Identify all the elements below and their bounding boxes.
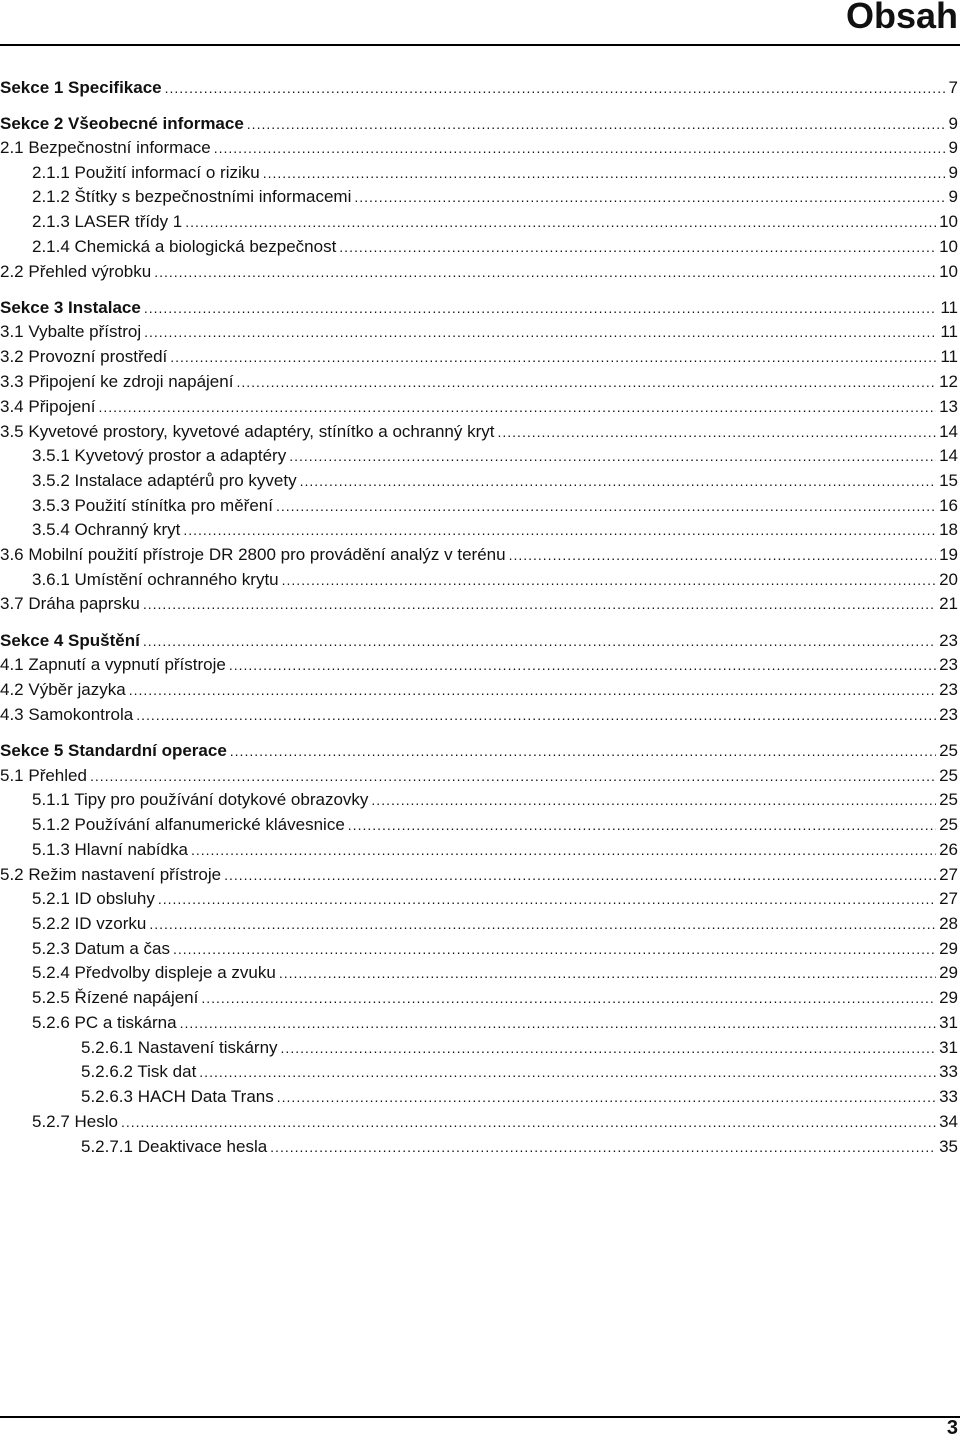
toc-dot-leader [149,914,936,934]
toc-dot-leader [199,1062,936,1082]
toc-dot-leader [144,322,937,342]
toc-dot-leader [498,422,937,442]
toc-entry-page: 10 [939,212,958,231]
toc-dot-leader [263,163,946,183]
toc-entry[interactable] [0,446,958,466]
toc-dot-leader [277,1087,936,1107]
toc-dot-leader [121,1112,936,1132]
toc-entry-page: 19 [939,545,958,564]
toc-entry-page: 11 [940,322,958,341]
toc-entry[interactable] [0,963,958,983]
toc-entry[interactable] [0,520,958,540]
toc-dot-leader [158,889,936,909]
toc-entry-page: 31 [939,1038,958,1057]
toc-dot-leader [247,114,946,134]
toc-entry-title: 5.2.6 PC a tiskárna [32,1013,177,1032]
toc-entry-page: 11 [940,298,958,317]
toc-dot-leader [282,570,936,590]
toc-dot-leader [185,212,936,232]
toc-dot-leader [371,790,936,810]
toc-entry-title: Sekce 2 Všeobecné informace [0,114,244,133]
toc-entry-page: 26 [939,840,958,859]
toc-dot-leader [229,655,936,675]
toc-entry[interactable] [0,705,958,725]
toc-entry-title: Sekce 1 Specifikace [0,78,162,97]
toc-entry-title: 5.1.2 Používání alfanumerické klávesnice [32,815,345,834]
toc-entry-page: 9 [948,163,958,182]
toc-entry-title: 3.1 Vybalte přístroj [0,322,142,341]
toc-entry-page: 7 [948,78,958,97]
toc-entry[interactable] [0,347,958,367]
toc-entry[interactable] [0,766,958,786]
toc-dot-leader [348,815,936,835]
toc-dot-leader [201,988,936,1008]
toc-entry[interactable] [0,163,958,183]
toc-entry-title: 3.7 Dráha paprsku [0,594,140,613]
toc-entry-page: 25 [939,741,958,760]
toc-entry[interactable] [0,1013,958,1033]
toc-dot-leader [170,347,937,367]
header-rule [0,44,960,46]
toc-entry-title: 5.2.6.3 HACH Data Trans [81,1087,274,1106]
toc-entry-page: 29 [939,963,958,982]
toc-entry-title: 5.2.5 Řízené napájení [32,988,199,1007]
toc-entry[interactable] [0,889,958,909]
toc-entry-page: 29 [939,988,958,1007]
toc-dot-leader [270,1137,936,1157]
toc-entry[interactable] [0,114,958,134]
toc-entry-page: 31 [939,1013,958,1032]
toc-entry-page: 27 [939,889,958,908]
toc-entry[interactable] [0,262,958,282]
toc-entry[interactable] [0,570,958,590]
toc-dot-leader [279,963,936,983]
toc-entry[interactable] [0,298,958,318]
toc-dot-leader [143,631,936,651]
toc-entry-title: 2.1 Bezpečnostní informace [0,138,211,157]
toc-entry[interactable] [0,372,958,392]
toc-entry[interactable] [0,655,958,675]
toc-entry-page: 12 [939,372,958,391]
toc-entry-page: 11 [940,347,958,366]
toc-entry-title: 3.6.1 Umístění ochranného krytu [32,570,279,589]
toc-dot-leader [300,471,936,491]
toc-entry-title: Sekce 4 Spuštění [0,631,140,650]
toc-entry-title: 2.1.3 LASER třídy 1 [32,212,183,231]
toc-entry-page: 33 [939,1087,958,1106]
toc-entry-page: 20 [939,570,958,589]
toc-entry-page: 29 [939,939,958,958]
toc-entry-page: 33 [939,1062,958,1081]
toc-entry[interactable] [0,138,958,158]
toc-entry[interactable] [0,988,958,1008]
toc-entry[interactable] [0,631,958,651]
toc-entry[interactable] [0,741,958,761]
toc-entry-title: 5.2.6.1 Nastavení tiskárny [81,1038,278,1057]
toc-entry-page: 35 [939,1137,958,1156]
toc-entry[interactable] [0,815,958,835]
toc-entry-title: 5.2.6.2 Tisk dat [81,1062,197,1081]
toc-entry-page: 21 [939,594,958,613]
toc-entry[interactable] [0,212,958,232]
toc-entry-title: Sekce 3 Instalace [0,298,141,317]
toc-entry-title: 5.2.2 ID vzorku [32,914,147,933]
toc-entry-title: 2.1.2 Štítky s bezpečnostními informacemi [32,187,352,206]
toc-entry-title: 3.5.1 Kyvetový prostor a adaptéry [32,446,287,465]
toc-entry-page: 10 [939,262,958,281]
toc-entry[interactable] [0,790,958,810]
toc-entry[interactable] [0,865,958,885]
toc-entry-title: 4.3 Samokontrola [0,705,134,724]
toc-entry-title: 3.3 Připojení ke zdroji napájení [0,372,234,391]
toc-entry[interactable] [0,471,958,491]
toc-entry-title: 3.2 Provozní prostředí [0,347,168,366]
toc-entry-title: 3.4 Připojení [0,397,96,416]
toc-entry[interactable] [0,322,958,342]
toc-entry[interactable] [0,840,958,860]
toc-dot-leader [224,865,936,885]
toc-entry-page: 25 [939,766,958,785]
toc-entry[interactable] [0,187,958,207]
toc-entry-page: 23 [939,655,958,674]
toc-entry-page: 23 [939,705,958,724]
page-title: Obsah [845,0,958,36]
toc-entry-page: 9 [948,187,958,206]
toc-entry-page: 10 [939,237,958,256]
toc-entry-title: 3.5.4 Ochranný kryt [32,520,181,539]
toc-dot-leader [90,766,936,786]
toc-entry-title: 3.6 Mobilní použití přístroje DR 2800 pro provádění analýz v terénu [0,545,506,564]
toc-entry-title: 5.2.7 Heslo [32,1112,118,1131]
toc-entry-title: 3.5 Kyvetové prostory, kyvetové adaptéry, stínítko a ochranný kryt [0,422,495,441]
toc-entry-title: 2.2 Přehled výrobku [0,262,152,281]
toc-entry-title: 5.2.1 ID obsluhy [32,889,155,908]
toc-entry-page: 28 [939,914,958,933]
toc-entry-page: 15 [939,471,958,490]
toc-entry[interactable] [0,496,958,516]
toc-dot-leader [236,372,936,392]
toc-entry-page: 13 [939,397,958,416]
toc-entry[interactable] [0,397,958,417]
toc-entry-page: 14 [939,446,958,465]
toc-entry-title: 5.2.3 Datum a čas [32,939,170,958]
toc-entry-page: 23 [939,631,958,650]
toc-dot-leader [339,237,936,257]
toc-dot-leader [191,840,936,860]
toc-entry-page: 9 [948,114,958,133]
toc-entry[interactable] [0,1087,958,1107]
toc-entry[interactable] [0,1062,958,1082]
toc-dot-leader [276,496,936,516]
toc-entry-page: 14 [939,422,958,441]
toc-entry[interactable] [0,939,958,959]
toc-entry-title: 3.5.2 Instalace adaptérů pro kyvety [32,471,297,490]
toc-entry[interactable] [0,914,958,934]
toc-entry[interactable] [0,78,958,98]
toc-dot-leader [143,594,936,614]
toc-entry-page: 25 [939,815,958,834]
toc-entry[interactable] [0,1112,958,1132]
toc-dot-leader [129,680,936,700]
toc-entry[interactable] [0,237,958,257]
toc-entry-page: 27 [939,865,958,884]
toc-entry-title: 5.1 Přehled [0,766,87,785]
toc-entry[interactable] [0,680,958,700]
toc-entry-title: 5.1.3 Hlavní nabídka [32,840,188,859]
toc-dot-leader [98,397,936,417]
toc-entry-title: 5.2 Režim nastavení přístroje [0,865,222,884]
toc-dot-leader [230,741,936,761]
toc-dot-leader [165,78,946,98]
toc-dot-leader [289,446,936,466]
toc-dot-leader [173,939,936,959]
toc-dot-leader [214,138,946,158]
toc-entry[interactable] [0,422,958,442]
toc-dot-leader [183,520,936,540]
toc-dot-leader [509,545,937,565]
toc-entry-title: 4.1 Zapnutí a vypnutí přístroje [0,655,226,674]
toc-entry-title: 5.2.7.1 Deaktivace hesla [81,1137,268,1156]
toc-dot-leader [136,705,936,725]
toc-dot-leader [144,298,938,318]
toc-dot-leader [281,1038,937,1058]
toc-entry-title: 4.2 Výběr jazyka [0,680,126,699]
toc-entry-title: 5.2.4 Předvolby displeje a zvuku [32,963,276,982]
toc-entry-page: 18 [939,520,958,539]
toc-dot-leader [354,187,945,207]
toc-dot-leader [154,262,936,282]
toc-entry-title: 3.5.3 Použití stínítka pro měření [32,496,273,515]
toc-entry-page: 9 [948,138,958,157]
toc-entry[interactable] [0,1137,958,1157]
toc-entry-page: 25 [939,790,958,809]
toc-entry-title: Sekce 5 Standardní operace [0,741,227,760]
toc-entry-title: 5.1.1 Tipy pro používání dotykové obrazovky [32,790,369,809]
toc-entry-page: 23 [939,680,958,699]
toc-entry[interactable] [0,545,958,565]
toc-entry-page: 34 [939,1112,958,1131]
toc-entry[interactable] [0,1038,958,1058]
toc-entry[interactable] [0,594,958,614]
toc-entry-page: 16 [939,496,958,515]
footer-rule [0,1416,960,1418]
toc-dot-leader [180,1013,937,1033]
toc-entry-title: 2.1.4 Chemická a biologická bezpečnost [32,237,337,256]
toc-entry-title: 2.1.1 Použití informací o riziku [32,163,260,182]
page-number: 3 [946,1417,958,1439]
